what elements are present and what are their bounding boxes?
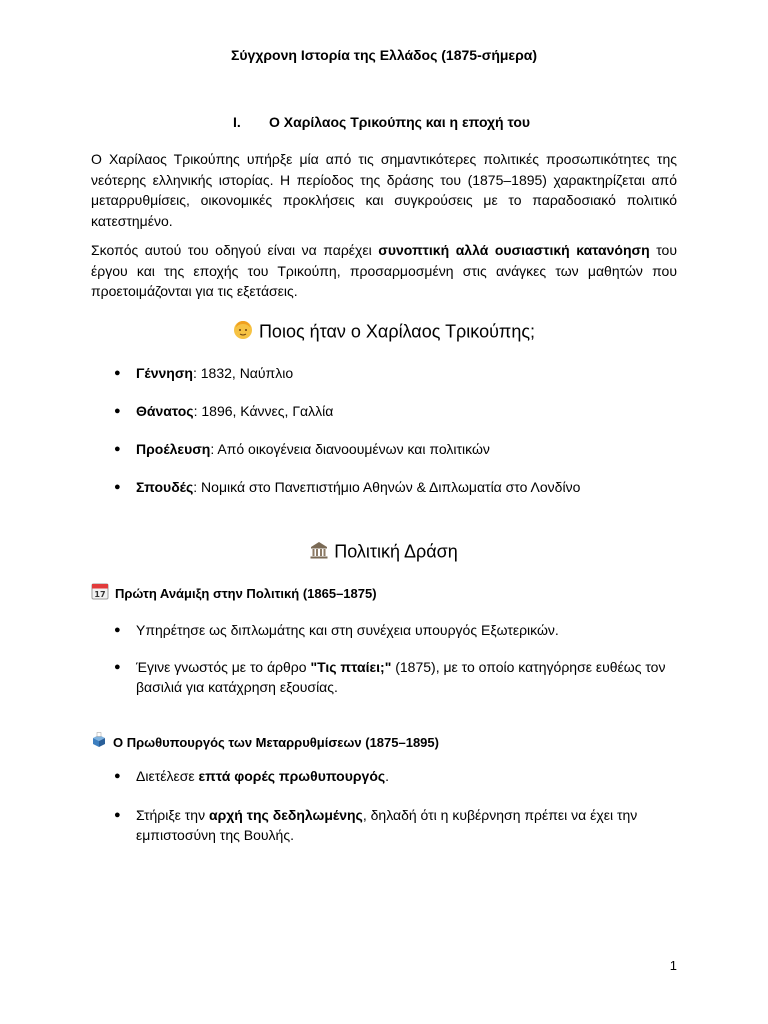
item-label: Προέλευση: [136, 441, 211, 457]
who-list: [114, 363, 684, 383]
item-bold: επτά φορές πρωθυπουργός: [198, 768, 386, 784]
first-involvement-heading: [91, 584, 377, 605]
list-item: [114, 363, 684, 383]
bullet: ●: [114, 443, 121, 455]
who-list: [114, 439, 684, 459]
pm-reforms-list: [114, 766, 684, 786]
item-text: : Από οικογένεια διανοουμένων και πολιτικών: [210, 441, 490, 457]
item-label: Θάνατος: [136, 403, 194, 419]
who-list: [114, 477, 684, 497]
bullet: ●: [114, 624, 121, 636]
first-involvement-list: [114, 657, 684, 697]
politics-heading: [0, 541, 768, 564]
first-involvement-heading-text: Πρώτη Ανάμιξη στην Πολιτική (1865–1875): [115, 585, 377, 601]
page-number: 1: [669, 958, 677, 973]
item-text-end: (1875), με το οποίο κατηγόρησε ευθέως τον βασιλιά για κατάχρηση εξουσίας.: [136, 659, 666, 695]
section-title: Ο Χαρίλαος Τρικούπης και η εποχή του: [269, 114, 531, 130]
who-list: [114, 401, 684, 421]
item-text: Έγινε γνωστός με το άρθρο: [136, 659, 311, 675]
list-item: [114, 805, 684, 845]
list-item: [114, 477, 684, 497]
ballot-box-icon: [91, 732, 107, 751]
document-title: Σύγχρονη Ιστορία της Ελλάδος (1875-σήμερα): [230, 47, 538, 63]
article-title: "Τις πταίει;": [310, 659, 392, 675]
intro-paragraph-1: Ο Χαρίλαος Τρικούπης υπήρξε μία από τις σημαντικότερες πολιτικές προσωπικότητες της νεότερης ελληνικής ιστορίας. Η περίοδος της δράσης του (1875–1895) χαρακτηρίζεται από μεταρρυθμίσεις, οικονομικές προκλήσεις και συγκρούσεις με το παραδοσιακό πολιτικό κατεστημένο.: [91, 151, 677, 229]
list-item: [114, 401, 684, 421]
section-number: I.: [233, 114, 241, 130]
who-heading: [0, 319, 768, 346]
politics-heading-text: Πολιτική Δράση: [334, 541, 458, 562]
item-text: : 1896, Κάννες, Γαλλία: [193, 403, 334, 419]
intro-p2-text-end: του έργου και της εποχής του Τρικούπη, προσαρμοσμένη στις ανάγκες των μαθητών που προετοιμάζονται για τις εξετάσεις.: [91, 242, 677, 299]
item-text: : Νομικά στο Πανεπιστήμιο Αθηνών & Διπλωματία στο Λονδίνο: [193, 479, 581, 495]
item-text: Στήριξε την: [136, 807, 209, 823]
pm-reforms-list: [114, 805, 684, 845]
intro-paragraph-2: [91, 240, 677, 302]
item-text-end: .: [385, 768, 390, 784]
bullet: ●: [114, 809, 121, 821]
classical-building-icon: [310, 541, 328, 564]
list-item: [114, 620, 684, 640]
item-text: Διετέλεσε: [136, 768, 199, 784]
list-item: [114, 439, 684, 459]
bullet: ●: [114, 661, 121, 673]
first-involvement-list: [114, 620, 684, 640]
bullet: ●: [114, 770, 121, 782]
intro-p2-bold: συνοπτική αλλά ουσιαστική κατανόηση: [378, 242, 650, 258]
item-text: Υπηρέτησε ως διπλωμάτης και στη συνέχεια υπουργός Εξωτερικών.: [136, 622, 559, 638]
who-heading-text: Ποιος ήταν ο Χαρίλαος Τρικούπης;: [258, 321, 536, 342]
item-text: : 1832, Ναύπλιο: [192, 365, 294, 381]
bullet: ●: [114, 405, 121, 417]
pm-reforms-heading-text: Ο Πρωθυπουργός των Μεταρρυθμίσεων (1875–1895): [113, 734, 439, 750]
item-text-end: , δηλαδή ότι η κυβέρνηση πρέπει να έχει την εμπιστοσύνη της Βουλής.: [136, 807, 638, 843]
intro-p2-text: Σκοπός αυτού του οδηγού είναι να παρέχει: [91, 242, 379, 258]
calendar-icon: [91, 582, 109, 603]
bullet: ●: [114, 367, 121, 379]
person-icon: [233, 319, 253, 346]
item-label: Σπουδές: [136, 479, 194, 495]
pm-reforms-heading: [91, 734, 439, 753]
list-item: [114, 657, 684, 697]
item-label: Γέννηση: [136, 365, 193, 381]
bullet: ●: [114, 481, 121, 493]
list-item: [114, 766, 684, 786]
section-heading: [233, 114, 530, 130]
calendar-day: 17: [94, 590, 106, 599]
item-bold: αρχή της δεδηλωμένης: [208, 807, 363, 823]
